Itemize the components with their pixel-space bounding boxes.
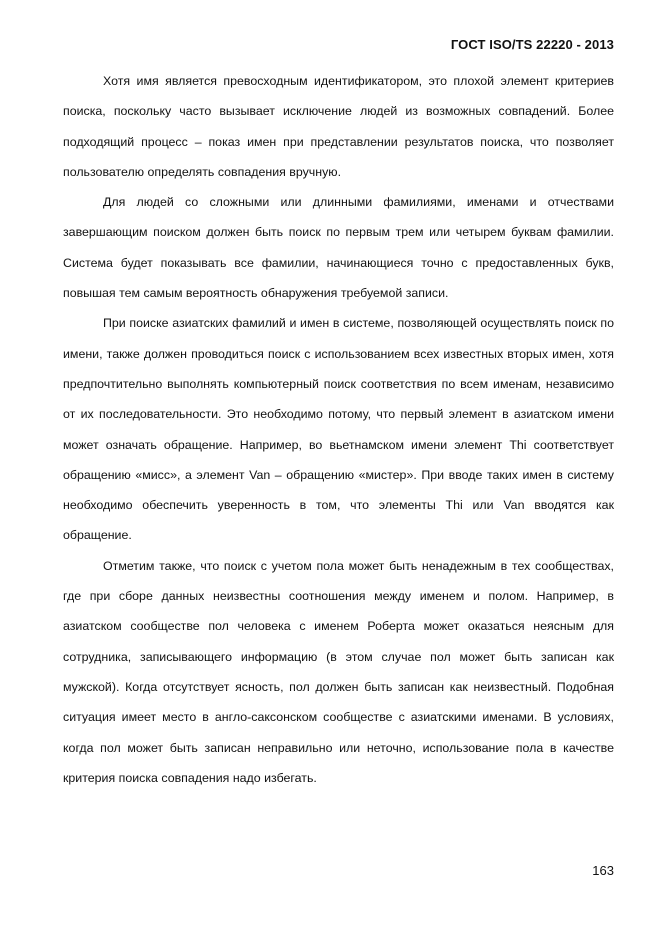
paragraph-asian-names: При поиске азиатских фамилий и имен в системе, позволяющей осуществлять поиск по имени, также должен проводиться поиск с использованием всех известных вторых имен, хотя предпочтительно выполнять компьютерный поиск соответствия по всем именам, независимо от их последовательности. Это необходимо потому, что первый элемент в азиатском имени может означать обращение. Например, во вьетнамском имени элемент Thi соответствует обращению «мисс», а элемент Van – обращению «мистер». При вводе таких имен в систему необходимо обеспечить уверенность в том, что элементы Thi или Van вводятся как обращение. <box>63 316 614 543</box>
paragraph-complex-surnames: Для людей со сложными или длинными фамилиями, именами и отчествами завершающим поиском должен быть поиск по первым трем или четырем буквам фамилии. Система будет показывать все фамилии, начинающиеся точно с предоставленных букв, повышая тем самым вероятность обнаружения требуемой записи. <box>63 195 614 301</box>
document-header: ГОСТ ISO/TS 22220 - 2013 <box>450 37 614 52</box>
paragraph-gender-search: Отметим также, что поиск с учетом пола может быть ненадежным в тех сообществах, где при сборе данных неизвестны соотношения между именем и полом. Например, в азиатском сообществе пол человека с именем Роберта может оказаться неясным для сотрудника, записывающего информацию (в этом случае пол может быть записан как мужской). Когда отсутствует ясность, пол должен быть записан как неизвестный. Подобная ситуация имеет место в англо-саксонском сообществе с азиатскими именами. В условиях, когда пол может быть записан неправильно или неточно, использование пола в качестве критерия поиска совпадения надо избегать. <box>63 558 614 785</box>
page-number: 163 <box>592 863 614 878</box>
paragraph-name-identifier: Хотя имя является превосходным идентификатором, это плохой элемент критериев поиска, поскольку часто вызывает исключение людей из возможных совпадений. Более подходящий процесс – показ имен при представлении результатов поиска, что позволяет пользователю определять совпадения вручную. <box>63 74 614 179</box>
document-body <box>63 66 614 793</box>
